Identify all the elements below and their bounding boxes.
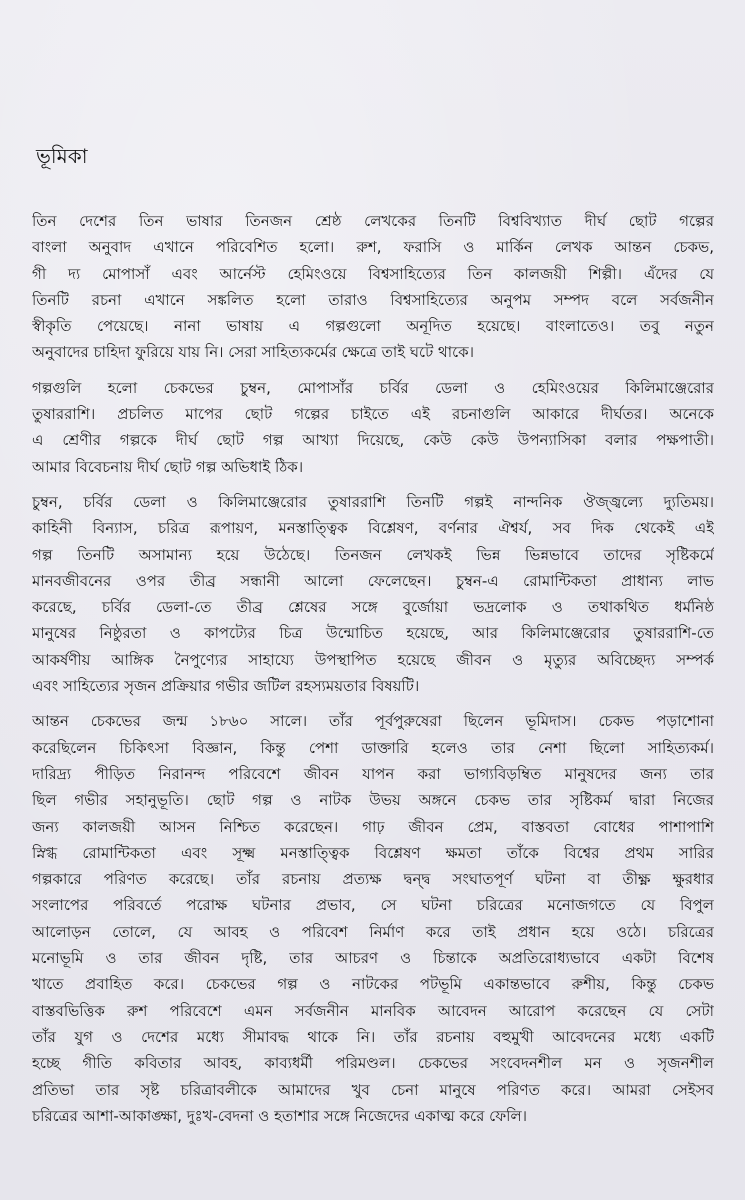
text-line: মনোভূমি ও তার জীবন দৃষ্টি, তার আচরণ ও চিন্তাকে অপ্রতিরোধ্যভাবে একটা বিশেষ xyxy=(32,949,714,968)
text-line: প্রতিভা তার সৃষ্ট চরিত্রাবলীকে আমাদের খুব চেনা মানুষে পরিণত করে। আমরা সেইসব xyxy=(32,1080,714,1099)
text-line: বাস্তবভিত্তিক রুশ পরিবেশে এমন সর্বজনীন মানবিক আবেদন আরোপ করেছেন যে সেটা xyxy=(32,1001,714,1020)
paragraph xyxy=(32,489,714,699)
text-line: গল্প তিনটি অসামান্য হয়ে উঠেছে। তিনজন লেখকই ভিন্ন ভিন্নভাবে তাদের সৃষ্টিকর্মে xyxy=(32,545,714,564)
text-line: গী দ্য মোপাসাঁ এবং আর্নেস্ট হেমিংওয়ে বিশ্বসাহিত্যের তিন কালজয়ী শিল্পী। এঁদের যে xyxy=(32,264,714,283)
text-line: এবং সাহিত্যের সৃজন প্রক্রিয়ার গভীর জটিল রহস্যময়তার বিষয়টি। xyxy=(32,677,420,696)
text-line: ছিল গভীর সহানুভূতি। ছোট গল্প ও নাটক উভয় অঙ্গনে চেকভ তার সৃষ্টিকর্ম দ্বারা নিজের xyxy=(32,791,714,810)
paragraph xyxy=(32,208,714,366)
text-line: তুষাররাশি। প্রচলিত মাপের ছোট গল্পের চাইতে এই রচনাগুলি আকারে দীর্ঘতর। অনেকে xyxy=(32,405,714,424)
text-line: তিনটি রচনা এখানে সঙ্কলিত হলো তারাও বিশ্বসাহিত্যের অনুপম সম্পদ বলে সর্বজনীন xyxy=(32,290,714,309)
text-line: জন্য কালজয়ী আসন নিশ্চিত করেছেন। গাঢ় জীবন প্রেম, বাস্তবতা বোধের পাশাপাশি xyxy=(32,817,714,836)
paragraph xyxy=(32,708,714,1129)
text-line: হচ্ছে গীতি কবিতার আবহ, কাব্যধর্মী পরিমণ্ডল। চেকভের সংবেদনশীল মন ও সৃজনশীল xyxy=(32,1054,714,1073)
text-line: আন্তন চেকভের জন্ম ১৮৬০ সালে। তাঁর পূর্বপুরুষেরা ছিলেন ভূমিদাস। চেকভ পড়াশোনা xyxy=(32,712,714,731)
text-line: সংলাপের পরিবর্তে পরোক্ষ ঘটনার প্রভাব, সে ঘটনা চরিত্রের মনোজগতে যে বিপুল xyxy=(32,896,714,915)
text-line: তিন দেশের তিন ভাষার তিনজন শ্রেষ্ঠ লেখকের তিনটি বিশ্ববিখ্যাত দীর্ঘ ছোট গল্পের xyxy=(32,212,714,230)
text-line: আলোড়ন তোলে, যে আবহ ও পরিবেশ নির্মাণ করে তাই প্রধান হয়ে ওঠে। চরিত্রের xyxy=(32,922,714,941)
text-line: স্নিগ্ধ রোমান্টিকতা এবং সূক্ষ্ম মনস্তাত্ত্বিক বিশ্লেষণ ক্ষমতা তাঁকে বিশ্বের প্রথম সারির xyxy=(32,843,714,862)
paragraph xyxy=(32,375,714,480)
page-heading: ভূমিকা xyxy=(36,144,88,168)
text-line: বাংলা অনুবাদ এখানে পরিবেশিত হলো। রুশ, ফরাসি ও মার্কিন লেখক আন্তন চেকভ, xyxy=(32,238,714,257)
text-line: করেছে, চর্বির ডেলা-তে তীব্র শ্লেষের সঙ্গে বুর্জোয়া ভদ্রলোক ও তথাকথিত ধর্মনিষ্ঠ xyxy=(32,598,714,617)
text-line: এ শ্রেণীর গল্পকে দীর্ঘ ছোট গল্প আখ্যা দিয়েছে, কেউ কেউ উপন্যাসিকা বলার পক্ষপাতী। xyxy=(32,431,714,450)
text-line: দারিদ্র্য পীড়িত নিরানন্দ পরিবেশে জীবন যাপন করা ভাগ্যবিড়ম্বিত মানুষদের জন্য তার xyxy=(32,764,714,783)
text-line: আকর্ষণীয় আঙ্গিক নৈপুণ্যের সাহায্যে উপস্থাপিত হয়েছে জীবন ও মৃত্যুর অবিচ্ছেদ্য সম্পর্ক xyxy=(32,650,714,669)
text-line: গল্পগুলি হলো চেকভের চুম্বন, মোপাসাঁর চর্বির ডেলা ও হেমিংওয়ের কিলিমাঞ্জেরোর xyxy=(32,378,714,397)
body-text xyxy=(32,208,714,1138)
text-line: কাহিনী বিন্যাস, চরিত্র রূপায়ণ, মনস্তাত্ত্বিক বিশ্লেষণ, বর্ণনার ঐশ্বর্য, সব দিক থেকেই এই xyxy=(32,519,714,538)
text-line: মানবজীবনের ওপর তীব্র সন্ধানী আলো ফেলেছেন। চুম্বন-এ রোমান্টিকতা প্রাধান্য লাভ xyxy=(32,571,714,590)
text-line: মানুষের নিষ্ঠুরতা ও কাপট্যের চিত্র উন্মোচিত হয়েছে, আর কিলিমাঞ্জেরোর তুষাররাশি-তে xyxy=(32,624,714,643)
text-line: অনুবাদের চাহিদা ফুরিয়ে যায় নি। সেরা সাহিত্যকর্মের ক্ষেত্রে তাই ঘটে থাকে। xyxy=(32,343,474,362)
text-line: চরিত্রের আশা-আকাঙ্ক্ষা, দুঃখ-বেদনা ও হতাশার সঙ্গে নিজেদের একাত্ম করে ফেলি। xyxy=(32,1106,527,1125)
text-line: আমার বিবেচনায় দীর্ঘ ছোট গল্প অভিধাই ঠিক। xyxy=(32,457,304,476)
text-line: করেছিলেন চিকিৎসা বিজ্ঞান, কিন্তু পেশা ডাক্তারি হলেও তার নেশা ছিলো সাহিত্যকর্ম। xyxy=(32,738,714,757)
text-line: স্বীকৃতি পেয়েছে। নানা ভাষায় এ গল্পগুলো অনূদিত হয়েছে। বাংলাতেও। তবু নতুন xyxy=(32,317,714,336)
text-line: তাঁর যুগ ও দেশের মধ্যে সীমাবদ্ধ থাকে নি। তাঁর রচনায় বহুমুখী আবেদনের মধ্যে একটি xyxy=(32,1027,714,1046)
text-line: খাতে প্রবাহিত করে। চেকভের গল্প ও নাটকের পটভূমি একান্তভাবে রুশীয়, কিন্তু চেকভ xyxy=(32,975,714,994)
text-line: গল্পকারে পরিণত করেছে। তাঁর রচনায় প্রত্যক্ষ দ্বন্দ্ব সংঘাতপূর্ণ ঘটনা বা তীক্ষ্ণ ক্ষুরধার xyxy=(32,870,714,889)
text-line: চুম্বন, চর্বির ডেলা ও কিলিমাঞ্জেরোর তুষাররাশি তিনটি গল্পই নান্দনিক ঔজ্জ্বল্যে দ্যুতিময়। xyxy=(32,492,714,511)
